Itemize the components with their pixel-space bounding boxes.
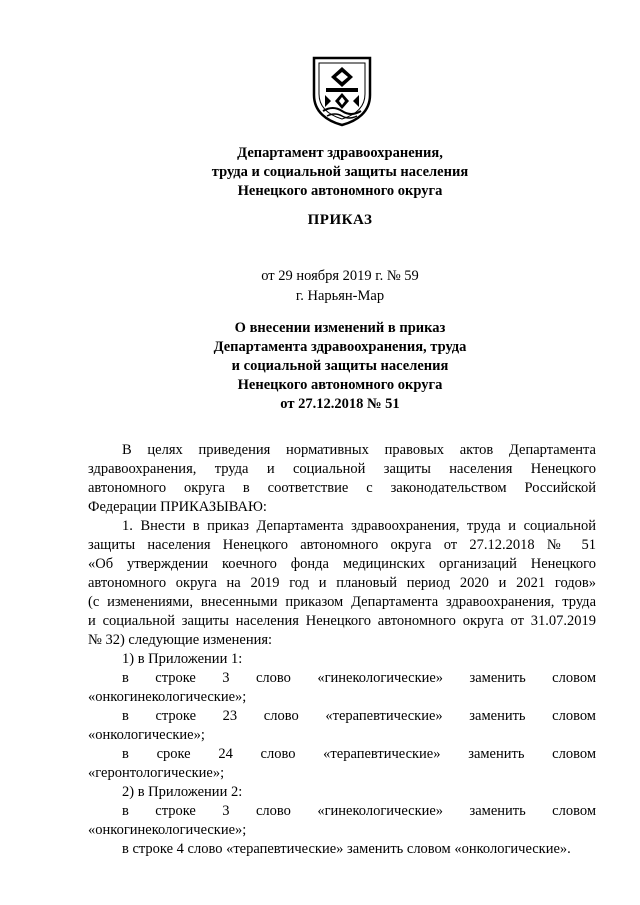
body-line: в строке 3 слово «гинекологические» заменить словом xyxy=(122,803,596,819)
organization-name xyxy=(0,144,640,201)
date-number: от 29 ноября 2019 г. № 59 xyxy=(261,268,419,284)
organization-line: Департамент здравоохранения, xyxy=(237,145,443,161)
organization-line: труда и социальной защиты населения xyxy=(211,164,469,180)
body-line: «геронтологические»; xyxy=(88,765,225,781)
body-line: автономного округа на 2019 год и плановый период 2020 и 2021 годов» xyxy=(88,575,596,591)
order-subject xyxy=(0,319,640,414)
body-line: в сроке 24 слово «терапевтические» заменить словом xyxy=(122,746,596,762)
coat-of-arms-emblem xyxy=(311,55,373,127)
body-line: В целях приведения нормативных правовых актов Департамента xyxy=(122,442,596,458)
body-line: в строке 3 слово «гинекологические» заменить словом xyxy=(122,670,596,686)
body-line: в строке 4 слово «терапевтические» заменить словом «онкологические». xyxy=(122,841,571,857)
city: г. Нарьян-Мар xyxy=(295,288,385,304)
body-line: Федерации ПРИКАЗЫВАЮ: xyxy=(88,499,267,515)
subject-line: Департамента здравоохранения, труда xyxy=(213,339,467,355)
body-line: здравоохранения, труда и социальной защиты населения Ненецкого xyxy=(88,461,596,477)
body-line: в строке 23 слово «терапевтические» заменить словом xyxy=(122,708,596,724)
body-line: «Об утверждении коечного фонда медицинских организаций Ненецкого xyxy=(88,556,596,572)
document-type-title: ПРИКАЗ xyxy=(307,212,373,228)
date-and-place xyxy=(0,266,640,306)
body-line: (с изменениями, внесенными приказом Департамента здравоохранения, труда xyxy=(88,594,596,610)
body-line: 1) в Приложении 1: xyxy=(122,651,243,667)
subject-line: от 27.12.2018 № 51 xyxy=(280,396,400,412)
body-line: автономного округа в соответствие с законодательством Российской xyxy=(88,480,596,496)
organization-line: Ненецкого автономного округа xyxy=(237,183,443,199)
subject-line: О внесении изменений в приказ xyxy=(234,320,446,336)
body-line: «онкологические»; xyxy=(88,727,205,743)
subject-line: Ненецкого автономного округа xyxy=(237,377,443,393)
body-line: 2) в Приложении 2: xyxy=(122,784,243,800)
coat-of-arms-icon xyxy=(311,55,373,127)
body-line: «онкогинекологические»; xyxy=(88,689,247,705)
body-line: «онкогинекологические»; xyxy=(88,822,247,838)
body-line: и социальной защиты населения Ненецкого автономного округа от 31.07.2019 xyxy=(88,613,596,629)
body-line: защиты населения Ненецкого автономного округа от 27.12.2018 № 51 xyxy=(88,537,596,553)
subject-line: и социальной защиты населения xyxy=(231,358,449,374)
body-line: № 32) следующие изменения: xyxy=(88,632,273,648)
body-line: 1. Внести в приказ Департамента здравоохранения, труда и социальной xyxy=(122,518,596,534)
